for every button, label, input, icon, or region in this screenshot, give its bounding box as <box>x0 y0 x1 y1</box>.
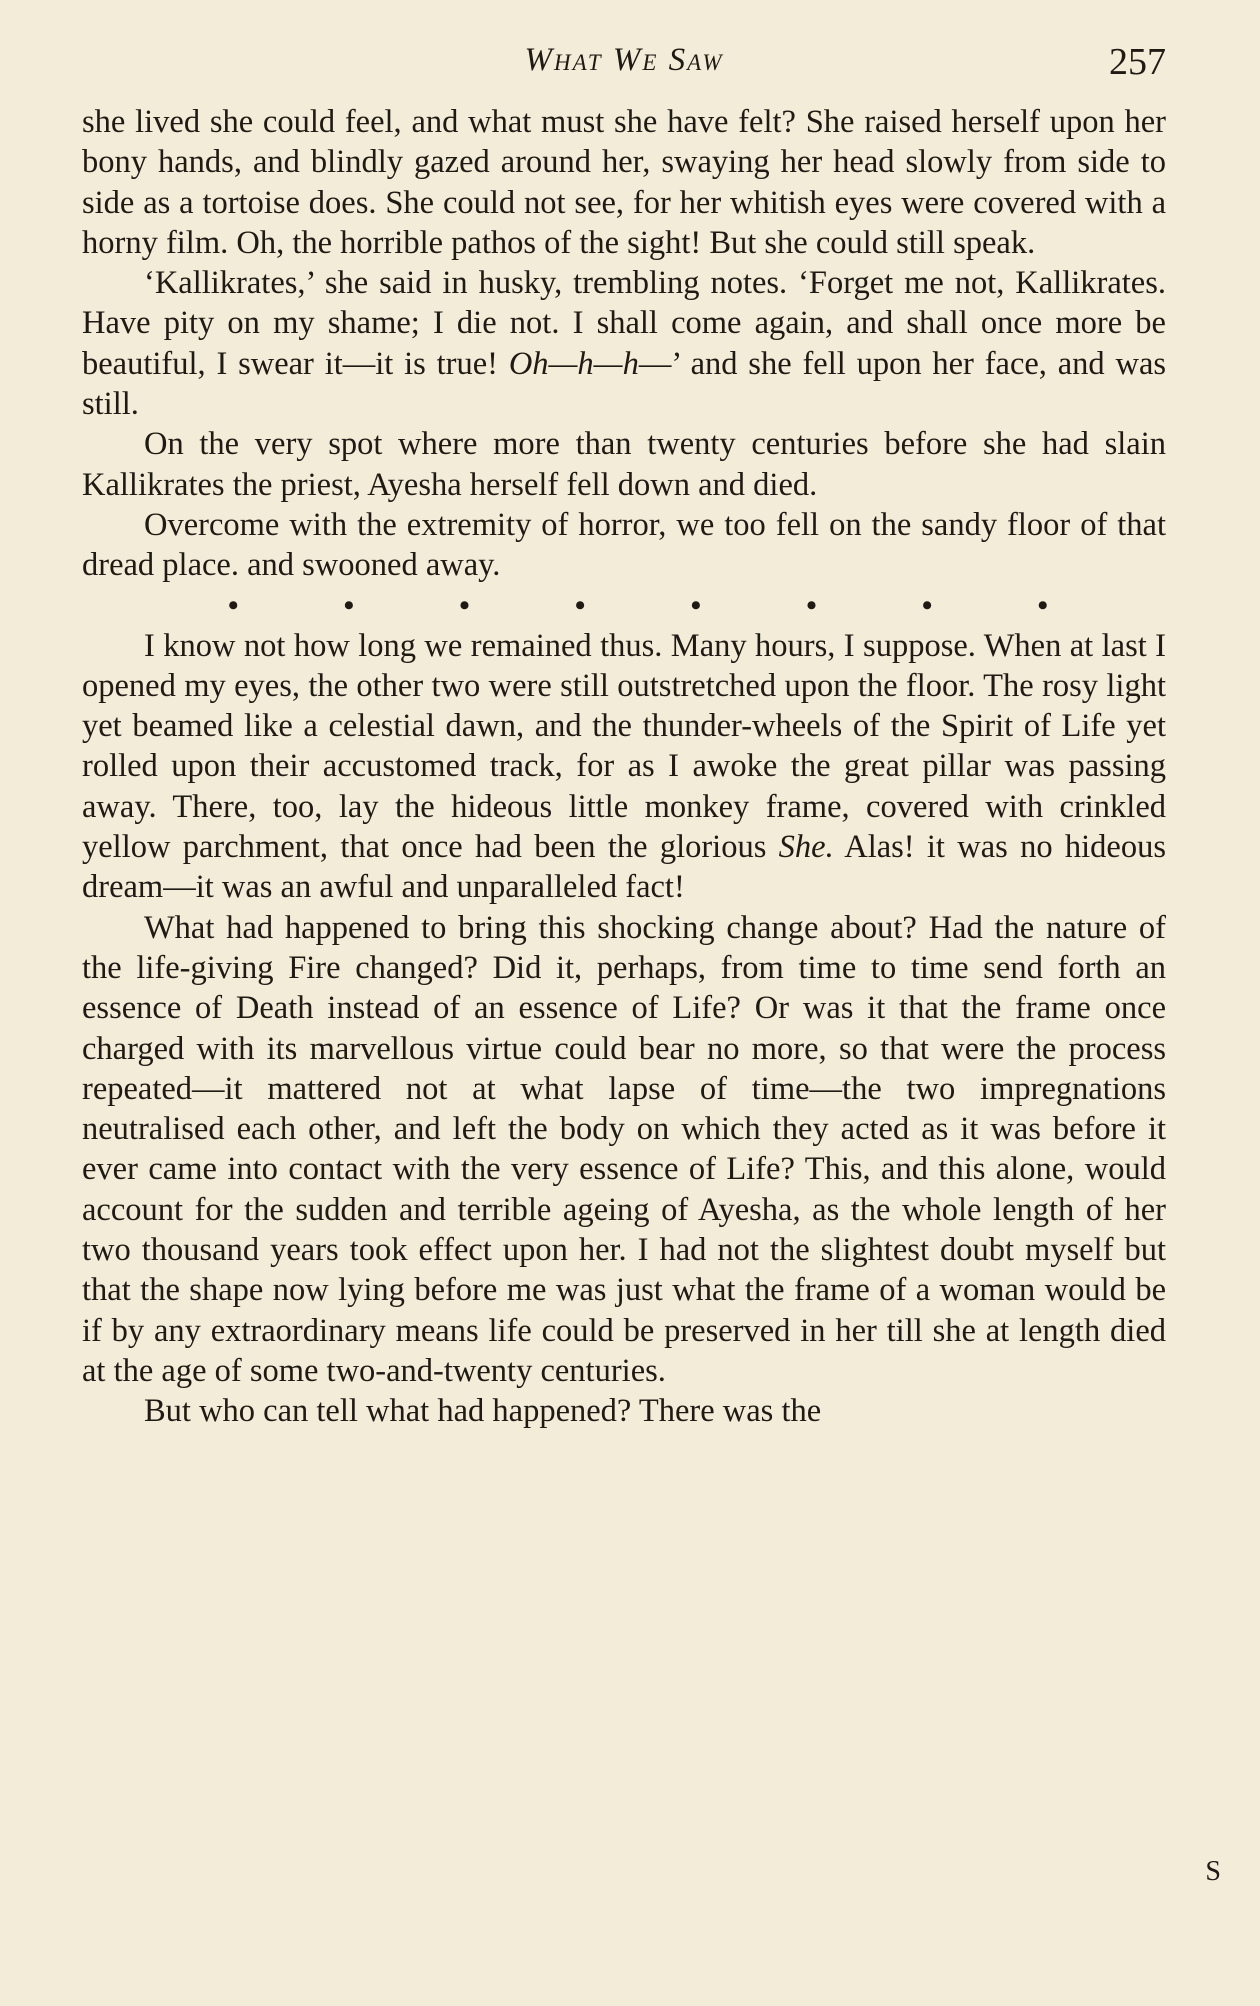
section-break-dot: • <box>228 588 239 622</box>
paragraph-2-text: ‘Kallikrates,’ she said in husky, trembling notes. ‘Forget me not, Kallikrates. Have pity on my shame; I die not. I shall come again, and shall once more be beautiful, I swear it—it is true! <box>82 265 1166 382</box>
paragraph-3: On the very spot where more than twenty centuries before she had slain Kallikrates the priest, Ayesha herself fell down and died. <box>82 426 1166 503</box>
signature-mark: S <box>1205 1856 1222 1887</box>
paragraph-4: Overcome with the extremity of horror, we too fell on the sandy floor of that dread place. and swooned away. <box>82 506 1166 584</box>
body-text <box>82 102 1166 1432</box>
section-break <box>82 586 1166 626</box>
paragraph-5 <box>82 626 1166 908</box>
section-break-dot: • <box>1037 588 1048 622</box>
paragraph-5-text: I know not how long we remained thus. Many hours, I suppose. When at last I opened my eyes, the other two were still outstretched upon the floor. The rosy light yet beamed like a celestial dawn, and the thunder-wheels of the Spirit of Life yet rolled upon their accustomed track, for as I awoke the great pillar was passing away. There, too, lay the hideous little monkey frame, covered with crinkled yellow parchment, that once had been the glorious <box>82 627 1166 866</box>
running-title: What We Saw <box>524 42 724 78</box>
paragraph-1: she lived she could feel, and what must she have felt? She raised herself upon her bony hands, and blindly gazed around her, swaying her head slowly from side to side as a tortoise does. She could not see, for her whitish eyes were covered with a horny film. Oh, the horrible pathos of the sight! But she could still speak. <box>82 104 1166 261</box>
paragraph-5-end: Alas! it was no hideous dream—it was an awful and unparalleled fact! <box>82 829 1166 906</box>
paragraph-7: But who can tell what had happened? There was the <box>144 1393 822 1430</box>
paragraph-6: What had happened to bring this shocking change about? Had the nature of the life-giving Fire changed? Did it, perhaps, from time to time send forth an essence of Death instead of an essence of Life? Or was it that the frame once charged with its marvellous virtue could bear no more, so that were the process repeated—it mattered not at what lapse of time—the two impregnations neutralised each other, and left the body on which they acted as it was before it ever came into contact with the very essence of Life? This, and this alone, would account for the sudden and terrible ageing of Ayesha, as the whole length of her two thousand years took effect upon her. I had not the slightest doubt myself but that the shape now lying before me was just what the frame of a woman would be if by any extraordinary means life could be preserved in her till she at length died at the age of some two-and-twenty centuries. <box>82 909 1166 1389</box>
page-header <box>82 38 1166 98</box>
section-break-dot: • <box>806 588 817 622</box>
section-break-dot: • <box>921 588 933 622</box>
section-break-dot: • <box>343 588 355 622</box>
paragraph-5-italic-she: She. <box>778 829 834 866</box>
section-break-dot: • <box>574 588 586 622</box>
paragraph-2 <box>82 263 1166 424</box>
paragraph-2-italic-cry: Oh—h—h <box>508 345 639 382</box>
paragraph-2-end: —’ and she fell upon her face, and was still. <box>82 345 1167 423</box>
page-number: 257 <box>1109 41 1166 83</box>
section-break-dot: • <box>459 588 470 622</box>
section-break-dot: • <box>690 588 702 622</box>
book-page <box>82 38 1166 1432</box>
